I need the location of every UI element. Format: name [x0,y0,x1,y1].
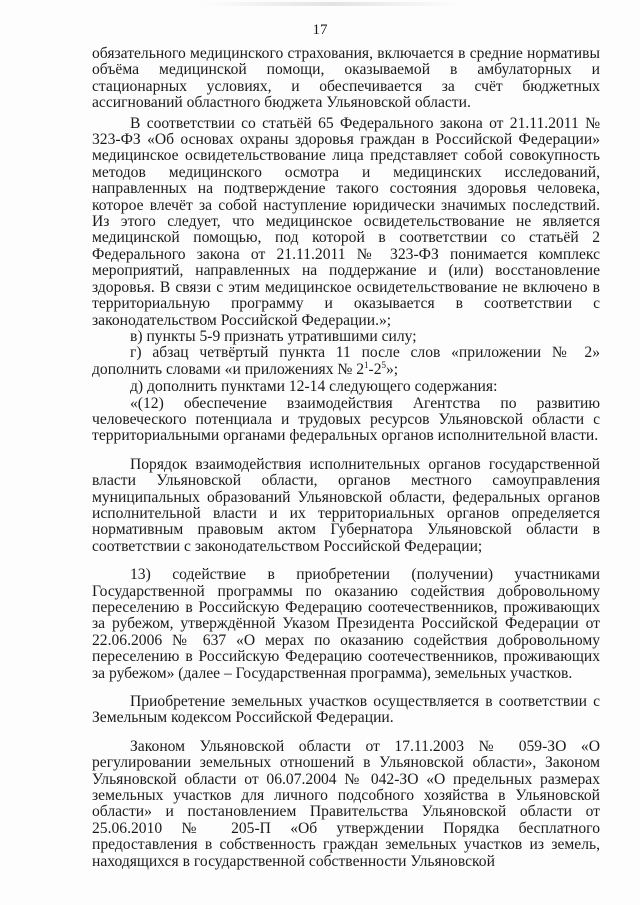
item-g-superscript-1: 1 [364,359,369,370]
page-number: 17 [312,22,328,38]
paragraph-land-acquisition: Приобретение земельных участков осуществляется в соответствии с Земельным кодексом Российской Федерации. [92,693,600,727]
item-g-tail: »; [386,360,399,378]
item-g-dash: -2 [368,360,382,378]
document-body [92,46,600,870]
paragraph-item-g [92,345,600,379]
paragraph-item-v: в) пункты 5-9 признать утратившими силу; [130,327,417,345]
item-g-superscript-5: 5 [381,359,386,370]
paragraph-item-d: д) дополнить пунктами 12-14 следующего содержания: [130,378,498,396]
paragraph-regional-laws: Законом Ульяновской области от 17.11.2003 № 059-ЗО «О регулировании земельных отношений в Ульяновской области», Законом Ульяновской области от 06.07.2004 № 042-ЗО «О предельных размерах земельных участков для личного подсобного хозяйства в Ульяновской области» и постановлением Правительства Ульяновской области от 25.06.2010 № 205-П «Об утверждении Порядка бесплатного предоставления в собственность граждан земельных участков из земель, находящихся в государственной собственности Ульяновской [92,737,600,870]
paragraph-medical-examination: В соответствии со статьёй 65 Федерального закона от 21.11.2011 № 323-ФЗ «Об основах охраны здоровья граждан в Российской Федерации» медицинское освидетельствование лица представляет собой совокупность методов медицинского осмотра и медицинских исследований, направленных на подтверждение такого состояния здоровья человека, которое влечёт за собой наступление юридически значимых последствий. Из этого следует, что медицинское освидетельствование не является медицинской помощью, под которой в соответствии со статьёй 2 Федерального закона от 21.11.2011 № 323-ФЗ понимается комплекс мероприятий, направленных на поддержание и (или) восстановление здоровья. В связи с этим медицинское освидетельствование не включено в территориальную программу и оказывается в соответствии с законодательством Российской Федерации.»; [92,114,600,329]
item-g-text: г) абзац четвёртый пункта 11 после слов «приложении № 2» дополнить словами «и приложениях № 2 [92,344,600,378]
scan-smudge [200,2,460,6]
paragraph-point-13: 13) содействие в приобретении (получении) участниками Государственной программы по оказанию содействия добровольному переселению в Российскую Федерацию соотечественников, проживающих за рубежом, утверждённой Указом Президента Российской Федерации от 22.06.2006 № 637 «О мерах по оказанию содействия добровольному переселению в Российскую Федерацию соотечественников, проживающих за рубежом» (далее – Государственная программа), земельных участков. [92,566,600,682]
paragraph-interaction-procedure: Порядок взаимодействия исполнительных органов государственной власти Ульяновской области, органов местного самоуправления муниципальных образований Ульяновской области, федеральных органов исполнительной власти и их территориальных органов определяется нормативным правовым актом Губернатора Ульяновской области в соответствии с законодательством Российской Федерации; [92,455,600,555]
paragraph-continuation: обязательного медицинского страхования, включается в средние нормативы объёма медицинской помощи, оказываемой в амбулаторных и стационарных условиях, и обеспечивается за счёт бюджетных ассигнований областного бюджета Ульяновской области. [92,45,600,112]
paragraph-point-12: «(12) обеспечение взаимодействия Агентства по развитию человеческого потенциала и трудовых ресурсов Ульяновской области с территориальными органами федеральных органов исполнительной власти. [92,394,600,445]
